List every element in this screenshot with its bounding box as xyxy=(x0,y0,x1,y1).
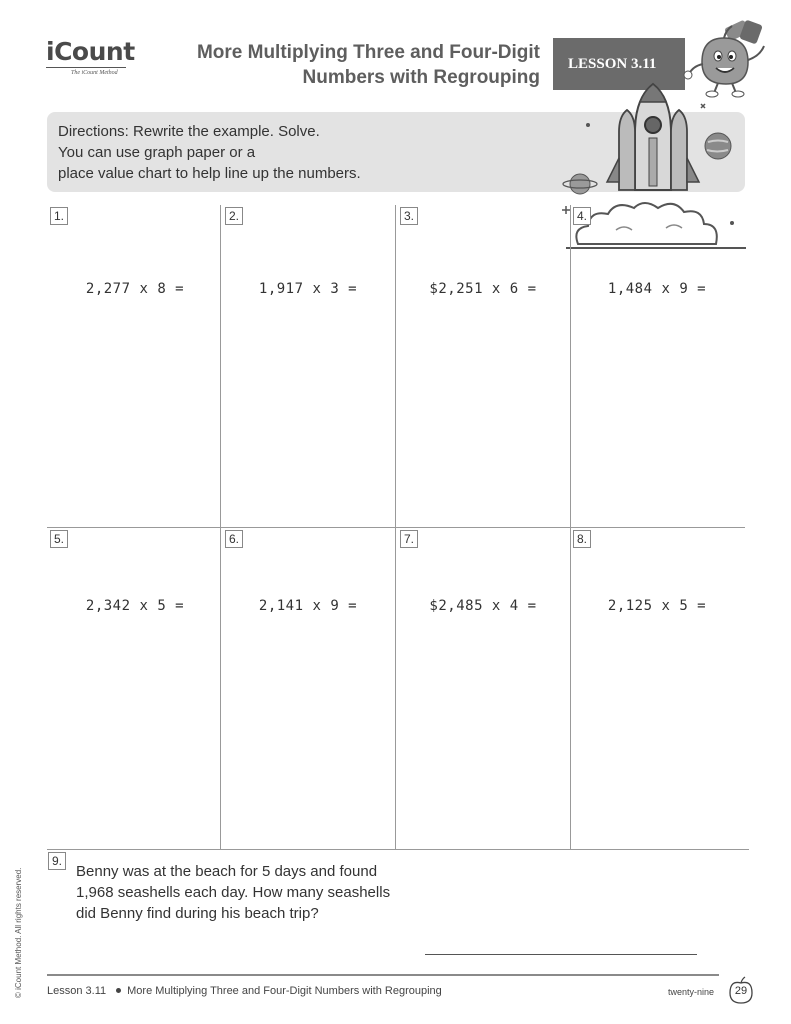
problem-number: 3. xyxy=(400,207,418,225)
title-line-2: Numbers with Regrouping xyxy=(302,67,540,88)
page-title xyxy=(160,40,540,90)
problem-expression: 1,484 x 9 = xyxy=(607,281,707,297)
problem-number: 1. xyxy=(50,207,68,225)
footer-lesson-label: Lesson 3.11 xyxy=(47,985,107,997)
rocket-icon xyxy=(556,80,752,252)
directions-line-3: place value chart to help line up the numbers. xyxy=(58,165,361,182)
problem-expression: 2,141 x 9 = xyxy=(258,598,358,614)
problem-expression: 2,342 x 5 = xyxy=(85,598,185,614)
problem-expression: 1,917 x 3 = xyxy=(258,281,358,297)
problem-number: 7. xyxy=(400,530,418,548)
problem-number: 8. xyxy=(573,530,591,548)
problem-number: 4. xyxy=(573,207,591,225)
bullet-icon xyxy=(116,988,121,993)
problem-number: 2. xyxy=(225,207,243,225)
problem-expression: 2,277 x 8 = xyxy=(85,281,185,297)
logo-text: iCount xyxy=(46,37,135,66)
problem-number: 5. xyxy=(50,530,68,548)
word-problem-text: Benny was at the beach for 5 days and found 1,968 seashells each day. How many seashells did Benny find during his beach trip? xyxy=(76,863,391,922)
grid-divider xyxy=(47,849,749,850)
problem-number: 9. xyxy=(48,852,66,870)
directions-line-1: Directions: Rewrite the example. Solve. xyxy=(58,123,320,140)
copyright-text: © iCount Method. All rights reserved. xyxy=(14,867,23,998)
title-line-1: More Multiplying Three and Four-Digit xyxy=(196,42,540,63)
problem-expression: $2,251 x 6 = xyxy=(429,281,537,297)
grid-divider xyxy=(47,527,745,528)
problem-number: 6. xyxy=(225,530,243,548)
logo-underline xyxy=(46,67,126,68)
problem-expression: 2,125 x 5 = xyxy=(607,598,707,614)
logo-tagline: The iCount Method xyxy=(71,70,118,76)
problem-expression: $2,485 x 4 = xyxy=(429,598,537,614)
answer-line[interactable] xyxy=(425,954,697,955)
footer-lesson xyxy=(47,985,442,997)
page-number: 29 xyxy=(734,985,748,997)
page-number-word: twenty-nine xyxy=(668,987,715,997)
lesson-badge: LESSON 3.11 xyxy=(553,38,685,90)
directions-line-2: You can use graph paper or a xyxy=(58,144,256,161)
footer-rule xyxy=(47,974,719,976)
icount-logo xyxy=(46,38,136,82)
directions-text xyxy=(58,121,361,184)
footer-topic: More Multiplying Three and Four-Digit Numbers with Regrouping xyxy=(127,985,442,997)
